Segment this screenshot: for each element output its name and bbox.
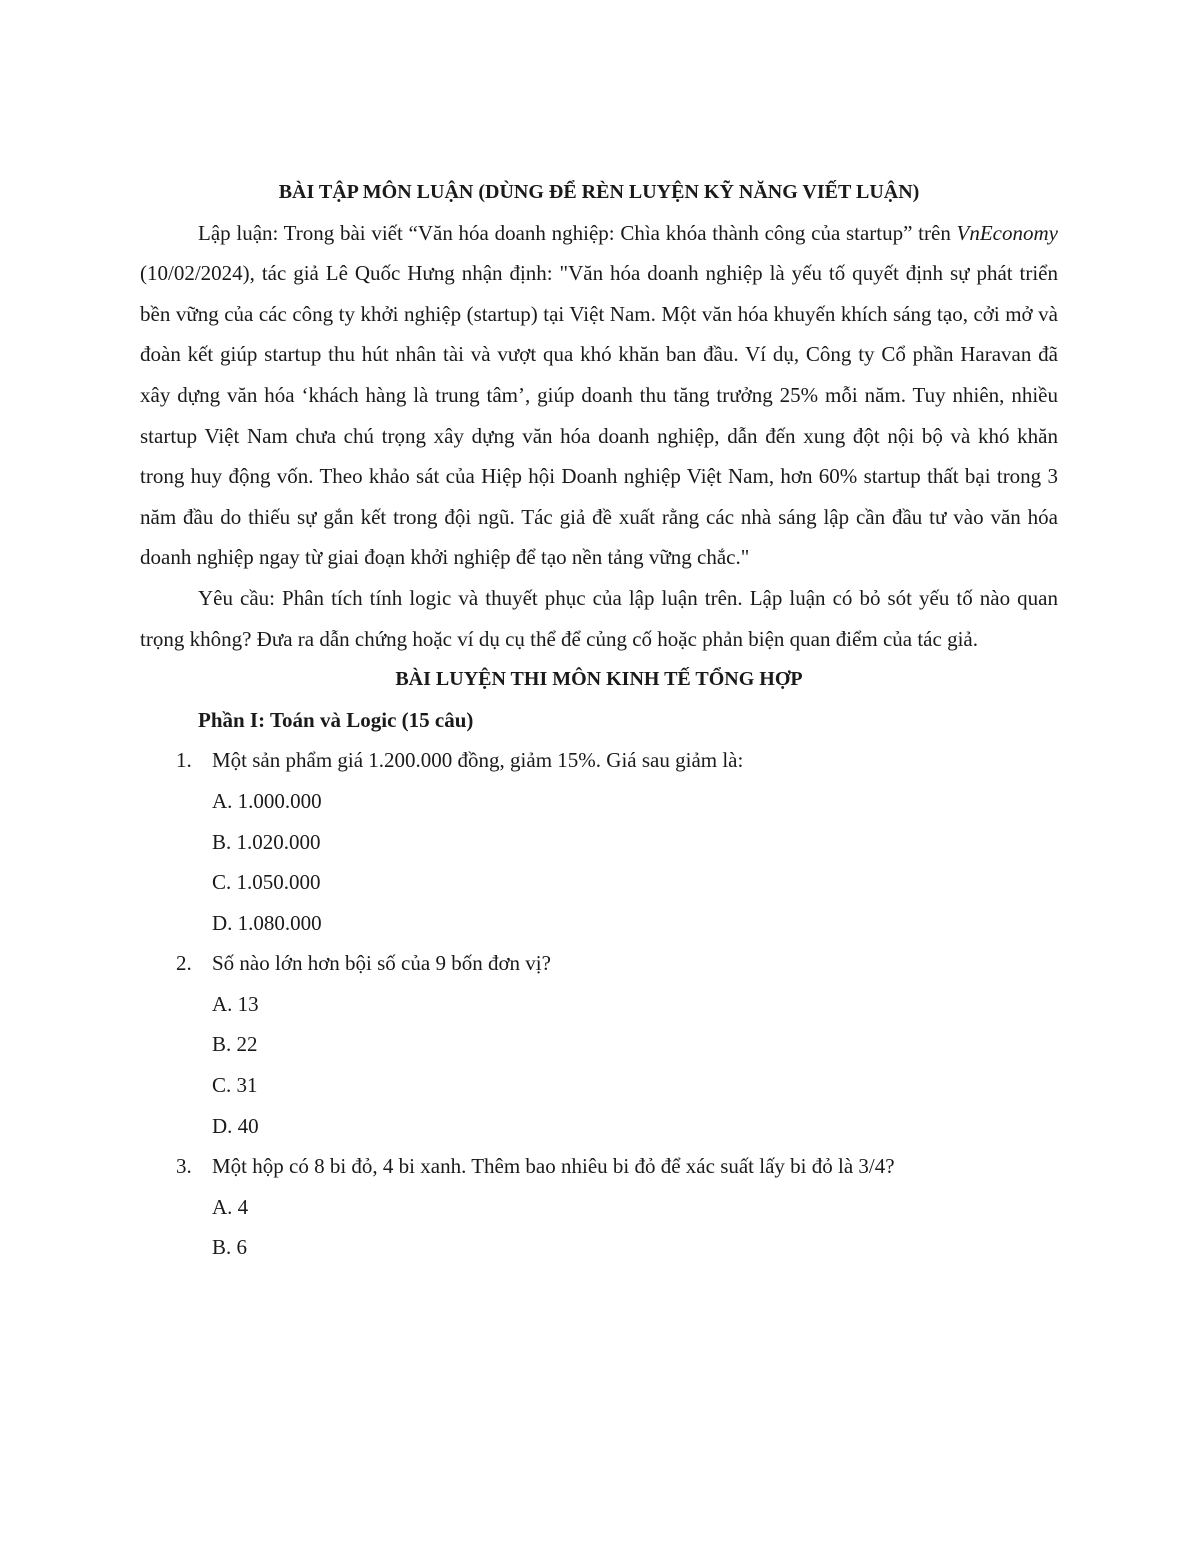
essay-argument-paragraph bbox=[140, 213, 1058, 578]
exam-title: BÀI LUYỆN THI MÔN KINH TẾ TỔNG HỢP bbox=[395, 668, 803, 691]
question-3 bbox=[140, 1146, 1058, 1268]
question-body: Một sản phẩm giá 1.200.000 đồng, giảm 15%. Giá sau giảm là: bbox=[212, 748, 744, 773]
answer-option: D. 40 bbox=[212, 1113, 259, 1138]
answer-option: D. 1.080.000 bbox=[212, 910, 322, 935]
answer-option: C. 31 bbox=[212, 1073, 258, 1098]
question-1 bbox=[140, 740, 1058, 943]
section-title: Phần I: Toán và Logic (15 câu) bbox=[198, 707, 474, 732]
answer-option: B. 6 bbox=[212, 1235, 248, 1260]
essay-title: BÀI TẬP MÔN LUẬN (DÙNG ĐỂ RÈN LUYỆN KỸ NĂNG VIẾT LUẬN) bbox=[278, 181, 920, 203]
answer-option: B. 1.020.000 bbox=[212, 829, 321, 854]
document-page bbox=[140, 172, 1058, 1268]
question-text bbox=[140, 943, 1058, 984]
question-number: 3. bbox=[176, 1154, 192, 1179]
question-2 bbox=[140, 943, 1058, 1146]
answer-option: B. 22 bbox=[212, 1032, 258, 1057]
question-number: 2. bbox=[176, 951, 192, 976]
question-body: Một hộp có 8 bi đỏ, 4 bi xanh. Thêm bao nhiêu bi đỏ để xác suất lấy bi đỏ là 3/4? bbox=[212, 1154, 895, 1179]
answer-option: C. 1.050.000 bbox=[212, 870, 321, 895]
answer-option: A. 1.000.000 bbox=[212, 788, 322, 813]
argument-source: VnEconomy bbox=[956, 220, 1058, 245]
answer-option: A. 4 bbox=[212, 1194, 249, 1219]
argument-rest: (10/02/2024), tác giả Lê Quốc Hưng nhận định: "Văn hóa doanh nghiệp là yếu tố quyết định sự phát triển bền vững của các công ty khởi nghiệp (startup) tại Việt Nam. Một văn hóa khuyến khích sáng tạo, cởi mở và đoàn kết giúp startup thu hút nhân tài và vượt qua khó khăn ban đầu. Ví dụ, Công ty Cổ phần Haravan đã xây dựng văn hóa ‘khách hàng là trung tâm’, giúp doanh thu tăng trưởng 25% mỗi năm. Tuy nhiên, nhiều startup Việt Nam chưa chú trọng xây dựng văn hóa doanh nghiệp, dẫn đến xung đột nội bộ và khó khăn trong huy động vốn. Theo khảo sát của Hiệp hội Doanh nghiệp Việt Nam, hơn 60% startup thất bại trong 3 năm đầu do thiếu sự gắn kết trong đội ngũ. Tác giả đề xuất rằng các nhà sáng lập cần đầu tư vào văn hóa doanh nghiệp ngay từ giai đoạn khởi nghiệp để tạo nền tảng vững chắc." bbox=[140, 261, 1058, 570]
answer-option: A. 13 bbox=[212, 991, 259, 1016]
argument-prefix: Lập luận: Trong bài viết “Văn hóa doanh nghiệp: Chìa khóa thành công của startup” trên bbox=[198, 220, 957, 245]
question-text bbox=[140, 740, 1058, 781]
question-number: 1. bbox=[176, 748, 192, 773]
question-body: Số nào lớn hơn bội số của 9 bốn đơn vị? bbox=[212, 951, 551, 976]
question-text bbox=[140, 1146, 1058, 1187]
essay-requirement-paragraph: Yêu cầu: Phân tích tính logic và thuyết phục của lập luận trên. Lập luận có bỏ sót yếu tố nào quan trọng không? Đưa ra dẫn chứng hoặc ví dụ cụ thể để củng cố hoặc phản biện quan điểm của tác giả. bbox=[140, 585, 1058, 651]
